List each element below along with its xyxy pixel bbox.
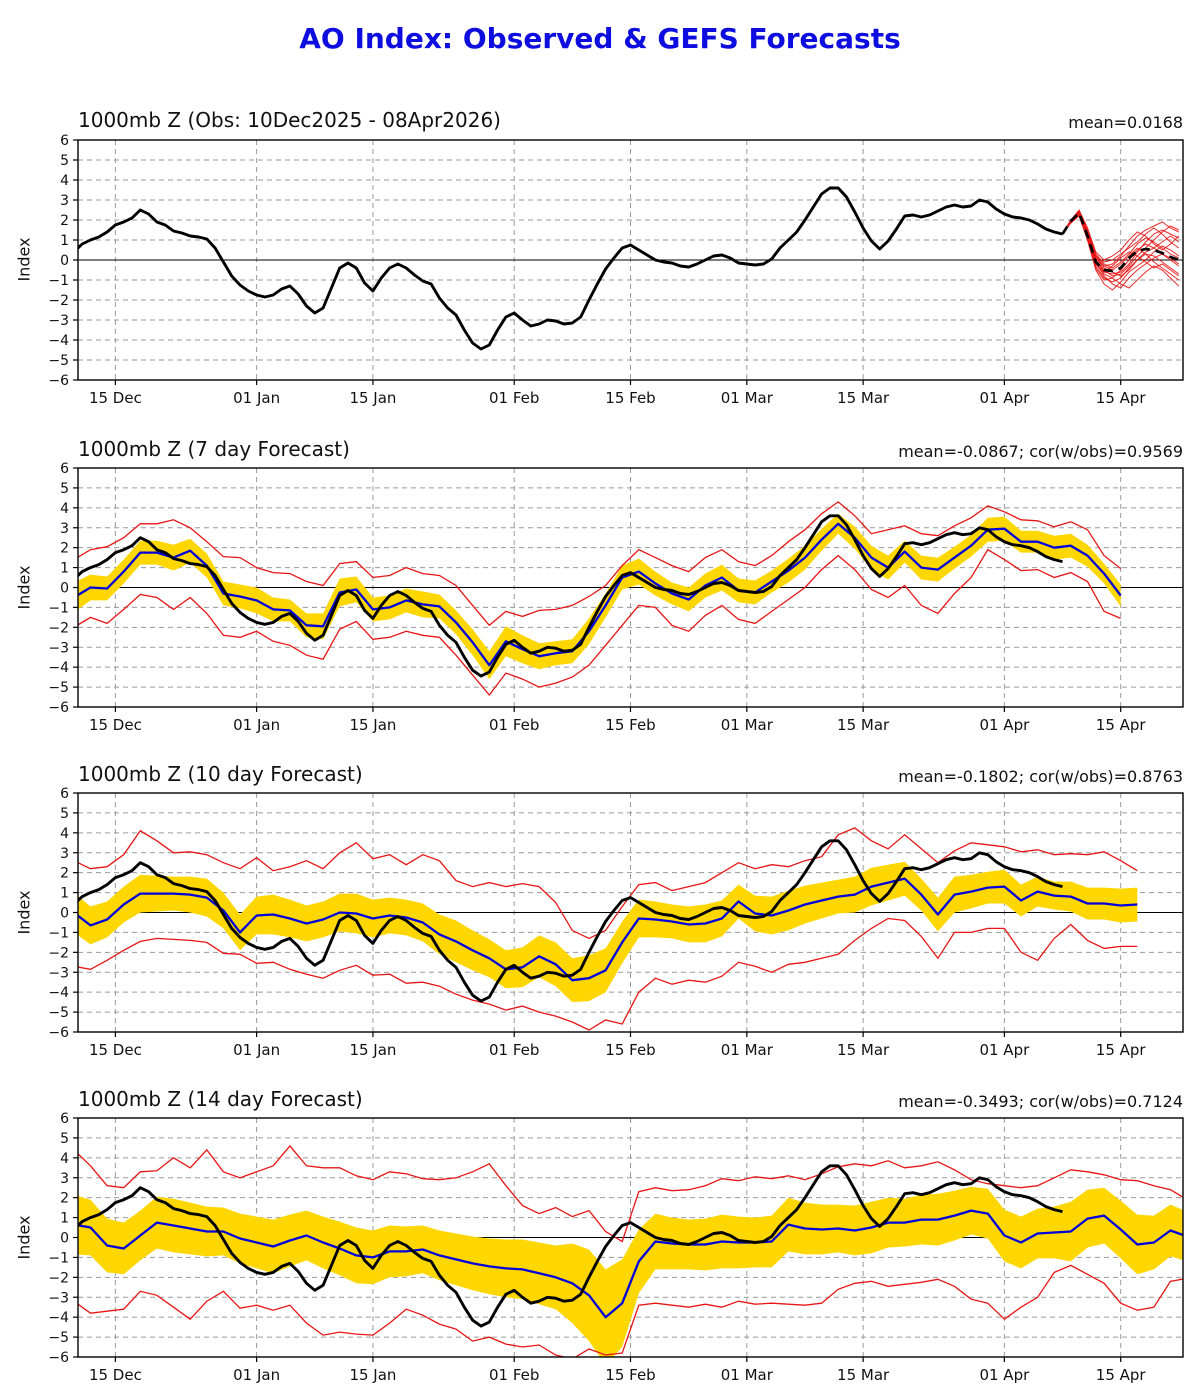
- axis-ticks-fc7: [48, 461, 1146, 734]
- svg-text:3: 3: [60, 520, 69, 537]
- panel-fc10: [48, 786, 1183, 1059]
- svg-text:3: 3: [60, 193, 69, 209]
- svg-text:−2: −2: [48, 945, 69, 962]
- svg-text:15 Dec: 15 Dec: [88, 389, 142, 407]
- svg-text:6: 6: [60, 786, 69, 802]
- svg-text:01 Feb: 01 Feb: [488, 389, 540, 407]
- ylabel-panel-fc10: Index: [14, 890, 34, 935]
- svg-text:15 Mar: 15 Mar: [837, 1366, 890, 1384]
- svg-text:01 Mar: 01 Mar: [720, 1041, 773, 1059]
- svg-text:−5: −5: [48, 353, 69, 369]
- observed-line: [74, 188, 1063, 349]
- svg-text:1: 1: [60, 560, 69, 577]
- axis-ticks-fc10: [48, 786, 1146, 1059]
- svg-text:1: 1: [60, 1210, 69, 1227]
- svg-text:15 Apr: 15 Apr: [1095, 1041, 1146, 1059]
- panel-fc7-title: 1000mb Z (7 day Forecast): [78, 437, 350, 461]
- svg-text:15 Feb: 15 Feb: [605, 389, 656, 407]
- panel-fc7: [48, 461, 1183, 734]
- svg-text:−5: −5: [48, 1330, 69, 1347]
- svg-text:01 Apr: 01 Apr: [979, 1366, 1030, 1384]
- svg-text:01 Mar: 01 Mar: [720, 716, 773, 734]
- svg-text:01 Jan: 01 Jan: [233, 1366, 281, 1384]
- svg-text:01 Apr: 01 Apr: [979, 1041, 1030, 1059]
- svg-text:−1: −1: [48, 273, 69, 289]
- panel-obs-stats: mean=0.0168: [1068, 113, 1183, 132]
- svg-text:01 Feb: 01 Feb: [488, 1366, 540, 1384]
- svg-text:15 Mar: 15 Mar: [837, 1041, 890, 1059]
- ylabel-panel-obs: Index: [14, 237, 34, 282]
- svg-text:01 Apr: 01 Apr: [979, 389, 1030, 407]
- svg-text:15 Dec: 15 Dec: [88, 716, 142, 734]
- svg-text:1: 1: [60, 885, 69, 902]
- panel-fc14-title: 1000mb Z (14 day Forecast): [78, 1087, 363, 1111]
- svg-text:0: 0: [60, 253, 69, 269]
- svg-text:15 Jan: 15 Jan: [349, 1041, 397, 1059]
- svg-text:−4: −4: [48, 333, 69, 349]
- svg-text:6: 6: [60, 1111, 69, 1127]
- svg-text:15 Feb: 15 Feb: [605, 716, 656, 734]
- svg-text:5: 5: [60, 805, 69, 822]
- svg-text:01 Feb: 01 Feb: [488, 716, 540, 734]
- svg-text:5: 5: [60, 480, 69, 497]
- svg-text:5: 5: [60, 153, 69, 169]
- svg-text:15 Apr: 15 Apr: [1095, 716, 1146, 734]
- svg-text:01 Mar: 01 Mar: [720, 1366, 773, 1384]
- svg-text:−5: −5: [48, 1005, 69, 1022]
- svg-text:15 Apr: 15 Apr: [1095, 389, 1146, 407]
- svg-text:−4: −4: [48, 985, 69, 1002]
- svg-text:−3: −3: [48, 1290, 69, 1307]
- panel-fc10-stats: mean=-0.1802; cor(w/obs)=0.8763: [898, 767, 1183, 786]
- svg-text:4: 4: [60, 825, 69, 842]
- figure-title: AO Index: Observed & GEFS Forecasts: [299, 22, 901, 55]
- panel-fc14-stats: mean=-0.3493; cor(w/obs)=0.7124: [898, 1092, 1183, 1111]
- svg-text:−2: −2: [48, 1270, 69, 1287]
- svg-text:15 Feb: 15 Feb: [605, 1366, 656, 1384]
- svg-text:4: 4: [60, 500, 69, 517]
- svg-text:−4: −4: [48, 1310, 69, 1327]
- svg-text:01 Feb: 01 Feb: [488, 1041, 540, 1059]
- svg-text:−6: −6: [48, 1025, 69, 1041]
- svg-text:01 Jan: 01 Jan: [233, 389, 281, 407]
- svg-text:15 Dec: 15 Dec: [88, 1366, 142, 1384]
- svg-text:1: 1: [60, 233, 69, 249]
- svg-text:2: 2: [60, 1190, 69, 1207]
- svg-text:−3: −3: [48, 313, 69, 329]
- svg-text:15 Mar: 15 Mar: [837, 716, 890, 734]
- axis-ticks-obs: [48, 133, 1146, 407]
- svg-text:−3: −3: [48, 965, 69, 982]
- svg-text:4: 4: [60, 173, 69, 189]
- svg-text:15 Apr: 15 Apr: [1095, 1366, 1146, 1384]
- svg-text:0: 0: [60, 1230, 69, 1247]
- panel-fc7-stats: mean=-0.0867; cor(w/obs)=0.9569: [898, 442, 1183, 461]
- panel-obs-title: 1000mb Z (Obs: 10Dec2025 - 08Apr2026): [78, 108, 501, 132]
- panel-fc10-title: 1000mb Z (10 day Forecast): [78, 762, 363, 786]
- ylabel-panel-fc7: Index: [14, 565, 34, 610]
- svg-text:15 Jan: 15 Jan: [349, 716, 397, 734]
- svg-text:6: 6: [60, 461, 69, 477]
- ylabel-panel-fc14: Index: [14, 1215, 34, 1260]
- svg-text:−2: −2: [48, 293, 69, 309]
- svg-text:−6: −6: [48, 373, 69, 389]
- svg-text:3: 3: [60, 845, 69, 862]
- svg-text:−5: −5: [48, 680, 69, 697]
- svg-text:15 Mar: 15 Mar: [837, 389, 890, 407]
- svg-text:−6: −6: [48, 700, 69, 716]
- svg-text:−2: −2: [48, 620, 69, 637]
- svg-text:5: 5: [60, 1130, 69, 1147]
- svg-text:−1: −1: [48, 1250, 69, 1267]
- svg-text:−6: −6: [48, 1350, 69, 1366]
- svg-text:−1: −1: [48, 925, 69, 942]
- svg-text:01 Jan: 01 Jan: [233, 1041, 281, 1059]
- svg-text:15 Feb: 15 Feb: [605, 1041, 656, 1059]
- svg-text:2: 2: [60, 865, 69, 882]
- svg-text:−4: −4: [48, 660, 69, 677]
- svg-text:01 Jan: 01 Jan: [233, 716, 281, 734]
- svg-text:15 Jan: 15 Jan: [349, 1366, 397, 1384]
- svg-text:3: 3: [60, 1170, 69, 1187]
- svg-text:−1: −1: [48, 600, 69, 617]
- svg-text:0: 0: [60, 580, 69, 597]
- svg-text:15 Jan: 15 Jan: [349, 389, 397, 407]
- svg-text:2: 2: [60, 213, 69, 229]
- svg-text:15 Dec: 15 Dec: [88, 1041, 142, 1059]
- svg-text:4: 4: [60, 1150, 69, 1167]
- svg-text:−3: −3: [48, 640, 69, 657]
- panel-fc14: [48, 1111, 1187, 1384]
- svg-text:2: 2: [60, 540, 69, 557]
- svg-text:01 Mar: 01 Mar: [720, 389, 773, 407]
- svg-text:6: 6: [60, 133, 69, 149]
- svg-text:01 Apr: 01 Apr: [979, 716, 1030, 734]
- svg-text:0: 0: [60, 905, 69, 922]
- panel-obs: [48, 133, 1183, 407]
